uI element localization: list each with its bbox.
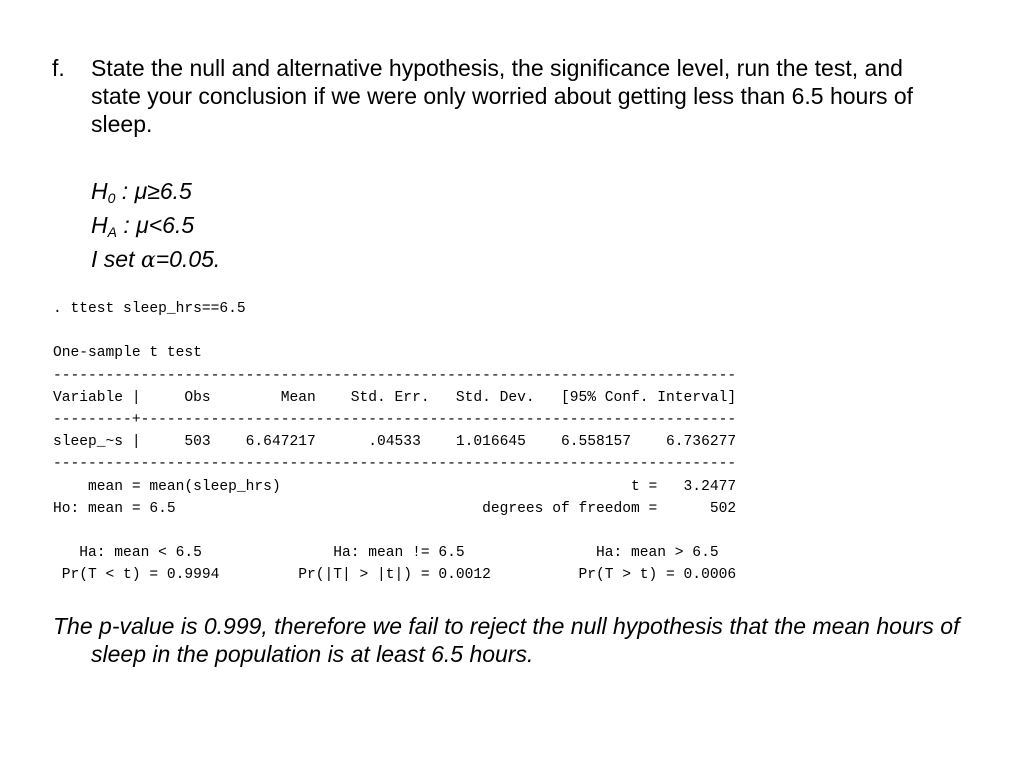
stata-rule: ------------------------------------------------------------------------------ — [53, 367, 737, 384]
stata-header-row: Variable | Obs Mean Std. Err. Std. Dev. [95% Conf. Interval] — [53, 389, 737, 406]
stata-output — [53, 298, 736, 587]
question-text: State the null and alternative hypothesis, the significance level, run the test, and state your conclusion if we were only worried about getting less than 6.5 hours of sleep. — [91, 55, 914, 137]
stata-title: One-sample t test — [53, 345, 202, 362]
ha-subscript: A — [107, 224, 117, 240]
null-hypothesis — [91, 176, 192, 206]
h0-subscript: 0 — [107, 190, 116, 206]
stata-command: . ttest sleep_hrs==6.5 — [53, 301, 246, 317]
stata-data-row: sleep_~s | 503 6.647217 .04533 1.016645 6.558157 6.736277 — [53, 434, 737, 451]
significance-level — [91, 244, 220, 276]
stata-blank-line — [53, 320, 736, 342]
stata-mean-line: mean = mean(sleep_hrs) t = 3.2477 — [53, 478, 737, 495]
question-marker: f. — [52, 55, 65, 81]
question-block — [52, 54, 952, 138]
ha-letter: H — [91, 212, 108, 238]
alternative-hypothesis — [91, 210, 194, 240]
stata-header-rule: ---------+-------------------------------------------------------------------- — [53, 412, 737, 429]
h0-statement: : μ≥6.5 — [115, 178, 192, 204]
alpha-value: =0.05. — [155, 246, 221, 272]
ha-statement: : μ<6.5 — [116, 212, 195, 238]
stata-ha-line: Ha: mean < 6.5 Ha: mean != 6.5 Ha: mean > 6.5 — [53, 545, 719, 562]
stata-rule: ------------------------------------------------------------------------------ — [53, 456, 737, 473]
stata-blank-line — [53, 520, 736, 542]
alpha-prefix: I set — [91, 246, 141, 272]
stata-pr-line: Pr(T < t) = 0.9994 Pr(|T| > |t|) = 0.0012 Pr(T > t) = 0.0006 — [53, 567, 737, 584]
conclusion-text: The p-value is 0.999, therefore we fail to reject the null hypothesis that the mean hours of sleep in the population is at least 6.5 hours. — [53, 613, 960, 667]
h0-letter: H — [91, 178, 108, 204]
stata-ho-line: Ho: mean = 6.5 degrees of freedom = 502 — [53, 500, 737, 517]
alpha-symbol: α — [140, 248, 156, 273]
